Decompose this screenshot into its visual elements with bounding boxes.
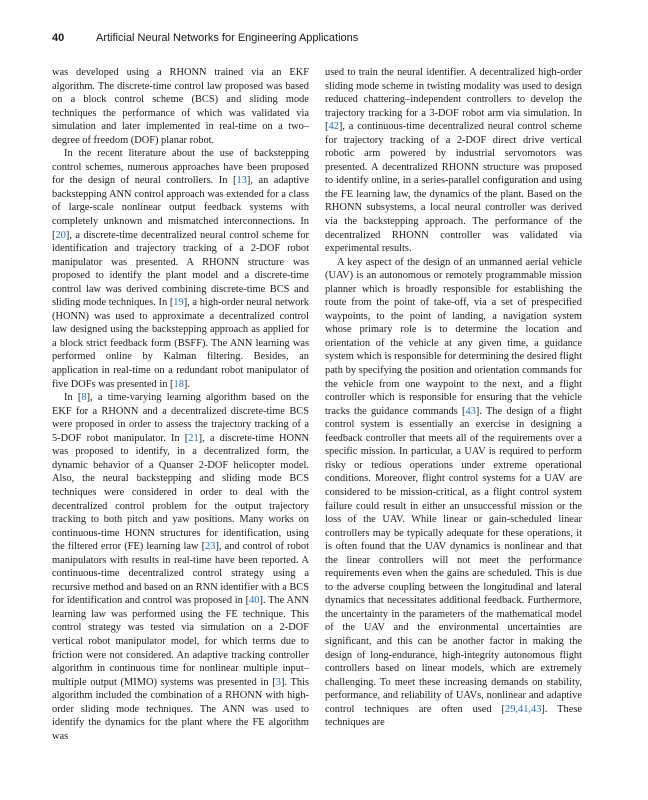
text-segment: ], a discrete-time HONN was proposed to identify, in a decentralized form, the dynamic behavior of a Quanser 2-DOF helicopter model. Also, the neural backstepping and sliding mode BCS techniques were considered in order to deal with the decentralized control problem for the output trajectory tracking to both pitch and yaw positions. Many works on continuous-time HONN structures for identification, using the filtered error (FE) learning law [ [52,432,309,553]
left-column [52,66,309,743]
text-segment: ], a high-order neural network (HONN) was used to approximate a decentralized control law designed using the backstepping approach as applied for a block strict feedback form (BSFF). The ANN learning was performed online by Kalman filtering. Besides, an application in real-time on a redundant robot manipulator of five DOFs was presented in [ [52,297,309,390]
text-segment: ]. The design of a flight control system is essentially an exercise in designing a feedback controller that meets all of the requirements over a specific mission. In particular, a UAV is required to perform risky or tedious operations under extreme operational conditions. Moreover, flight control systems for a UAV are considered to be mission-critical, as a flight control system failure could result in either an unsuccessful mission or the loss of the UAV. While linear or gain-scheduled linear controllers may be typically adequate for these operations, it is often found that the UAV dynamics is nonlinear and that the linear controllers will not meet the performance requirements even when the gains are scheduled. This is due to the adverse coupling between the longitudinal and lateral dynamics that necessitates additional feedback. Furthermore, the uncertainty in the parameters of the mathematical model of the UAV and the environmental uncertainties are significant, and this can be another factor in making the design of long-endurance, high-integrity autonomous flight controllers based on linear models, which are extremely challenging. To meet these increasing demands on stability, performance, and reliability of UAVs, nonlinear and adaptive control techniques are often used [ [325,405,582,715]
text-segment: ]. This algorithm included the combination of a RHONN with high-order sliding mode techniques. The ANN was used to identify the dynamics for the plant where the FE algorithm was [52,676,309,742]
right-column [325,66,582,730]
citation-link[interactable]: 20 [55,229,66,241]
citation-link[interactable]: 21 [188,432,199,444]
citation-link[interactable]: 19 [173,297,184,309]
citation-link[interactable]: 18 [173,378,184,390]
citation-link[interactable]: 3 [275,676,281,688]
text-segment: used to train the neural identifier. A decentralized high-order sliding mode scheme in twisting modality was used to design reduced chattering–independent controllers to develop the trajectory tracking for a 3-DOF robot arm via simulation. In [ [325,67,582,133]
citation-link[interactable]: 42 [328,121,339,133]
citation-link[interactable]: 43 [465,405,476,417]
page-number: 40 [52,32,65,44]
running-title: Artificial Neural Networks for Engineering Applications [96,32,359,44]
citation-link[interactable]: 8 [81,392,87,404]
text-segment: ], a discrete-time decentralized neural control scheme for identification and trajectory tracking of a 2-DOF robot manipulator was presented. A RHONN structure was proposed to identify the plant model and a discrete-time control law was derived combining discrete-time BCS and sliding mode techniques. In [ [52,229,309,309]
paragraph-right-1 [325,66,582,256]
text-segment: ], an adaptive backstepping ANN control approach was extended for a class of large-scale nonlinear output feedback systems with completely unknown and mismatched interconnections. In [ [52,175,309,241]
paragraph-left-3 [52,391,309,743]
paragraph-right-2 [325,256,582,730]
citation-separator: , [515,703,518,715]
running-head [52,32,612,48]
text-segment: ], a time-varying learning algorithm based on the EKF for a RHONN and a decentralized discrete-time BCS were proposed in order to assess the trajectory tracking of a 5-DOF robot manipulator. In [ [52,392,309,444]
citation-link[interactable]: 43 [531,703,542,715]
text-segment: ]. [183,378,190,390]
text-segment: ]. The ANN learning law was performed using the FE technique. This control strategy was tested via simulation on a 2-DOF vertical robot manipulator model, for which terms due to friction were not considered. An adaptive tracking controller algorithm in continuous time for nonlinear multiple input–multiple output (MIMO) systems was presented in [ [52,595,309,688]
citation-link[interactable]: 41 [518,703,529,715]
citation-link[interactable]: 23 [205,541,216,553]
text-segment: ], and control of robot manipulators with results in real-time have been reported. A continuous-time decentralized control strategy using a recursive method and based on an RNN identifier with a BCS for identification and control was proposed in [ [52,541,309,607]
text-segment: ]. These techniques are [325,703,582,729]
text-segment: In [ [64,392,82,404]
paragraph-left-1: was developed using a RHONN trained via an EKF algorithm. The discrete-time control law proposed was based on a block control scheme (BCS) and sliding mode techniques the performance of which was validated via simulation and later implemented in real-time on a two–degree of freedom (DOF) planar robot. [52,67,309,146]
paragraph-left-2 [52,147,309,391]
text-segment: ], a continuous-time decentralized neural control scheme for trajectory tracking of a 2-DOF direct drive vertical robotic arm powered by industrial servomotors was presented. A decentralized RHONN structure was proposed to identify online, in a series-parallel configuration and using the FE learning law, the dynamics of the plant. Based on the RHONN subsystems, a local neural controller was derived via the backstepping approach. The performance of the decentralized RHONN controller was validated via experimental results. [325,121,582,255]
citation-separator: , [528,703,531,715]
text-segment: In the recent literature about the use of backstepping control schemes, numerous approaches have been proposed for the design of neural controllers. In [ [52,148,309,187]
citation-link[interactable]: 29 [505,703,516,715]
text-segment: A key aspect of the design of an unmanned aerial vehicle (UAV) is an autonomous or remotely programmable mission planner which is broadly responsible for establishing the route from the point of take-off, via a set of prespecified waypoints, to the point of landing, a navigation system whose primary role is to determine the location and orientation of the vehicle at any given time, a guidance system which is responsible for determining the desired flight path by specifying the position and orientation commands for the vehicle from one waypoint to the next, and a flight controller which is responsible for ensuring that the vehicle tracks the guidance commands [ [325,256,582,417]
citation-link[interactable]: 40 [249,595,260,607]
citation-link[interactable]: 13 [236,175,247,187]
